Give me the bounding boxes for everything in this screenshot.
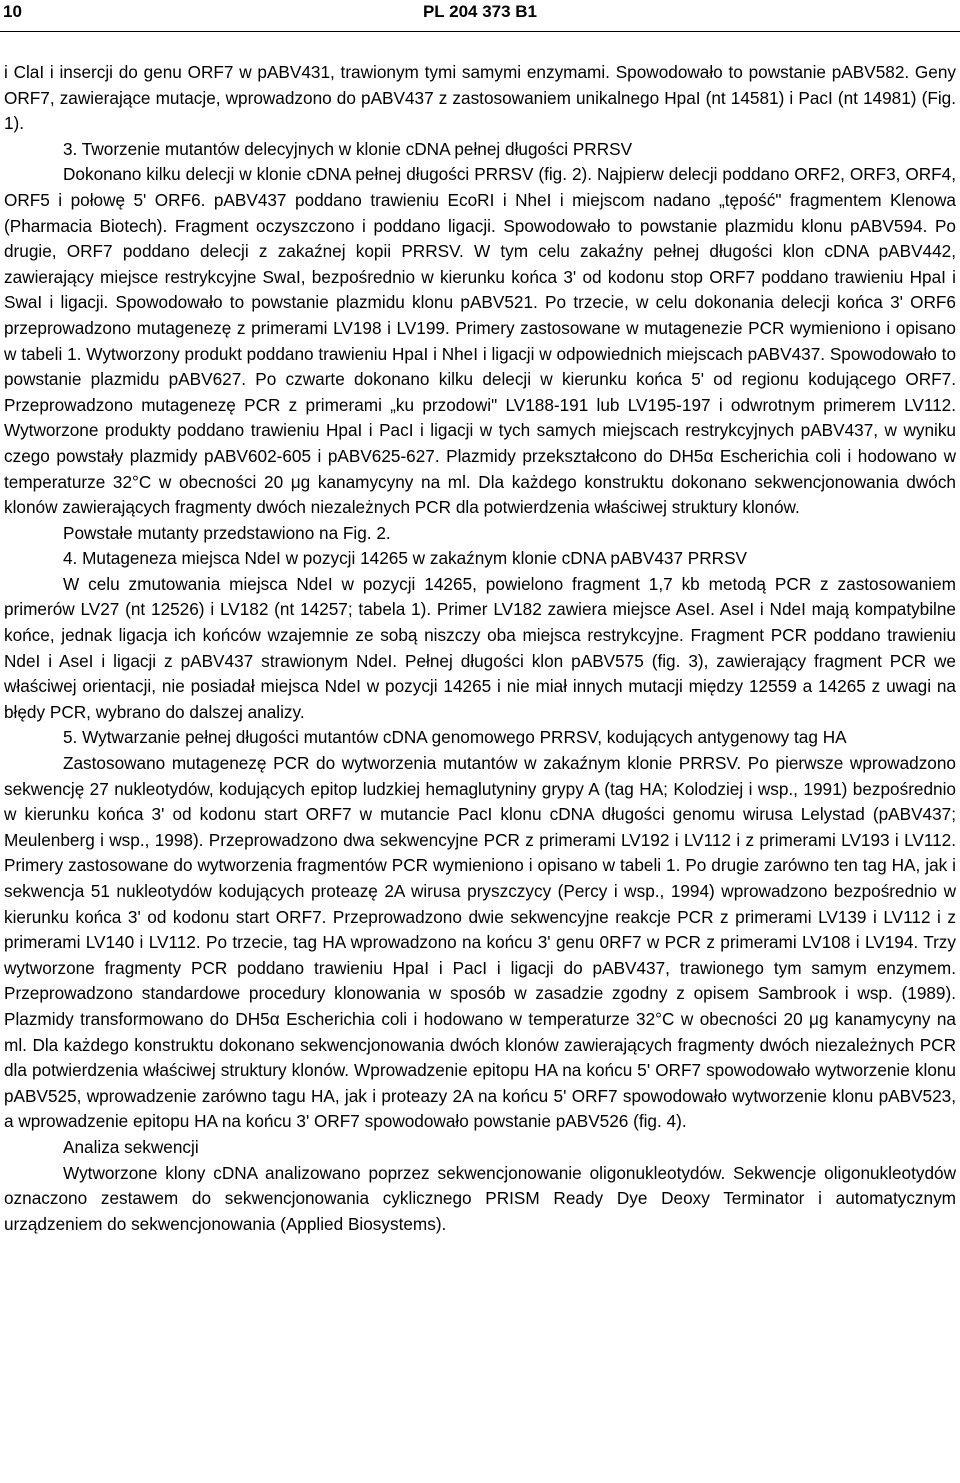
section-heading: Analiza sekwencji [63,1136,199,1157]
paragraph: Powstałe mutanty przedstawiono na Fig. 2. [63,522,391,543]
section-heading: 4. Mutageneza miejsca NdeI w pozycji 14265 w zakaźnym klonie cDNA pABV437 PRRSV [63,548,748,569]
section-heading: 3. Tworzenie mutantów delecyjnych w klonie cDNA pełnej długości PRRSV [63,138,633,159]
header-rule [0,31,960,32]
patent-id: PL 204 373 B1 [422,2,538,21]
paragraph: Wytworzone klony cDNA analizowano poprzez sekwencjonowanie oligonukleotydów. Sekwencje oligonukleotydów oznaczono zestawem do sekwencjonowania cyklicznego PRISM Ready Dye Deoxy Terminator i automatycznym urządzeniem do sekwencjonowania (Applied Biosystems). [4,1162,956,1234]
paragraph: Zastosowano mutagenezę PCR do wytworzenia mutantów w zakaźnym klonie PRRSV. Po pierwsze wprowadzono sekwencję 27 nukleotydów, kodujących epitop ludzkiej hemaglutyniny grypy A (tag HA; Kolodziej i wsp., 1991) bezpośrednio w kierunku końca 3' od kodonu start ORF7 w mutancie PacI klonu cDNA długości genomu wirusa Lelystad (pABV437; Meulenberg i wsp., 1998). Przeprowadzono dwa sekwencyjne PCR z primerami LV192 i LV112 i z primerami LV193 i LV112. Primery zastosowane do wytworzenia fragmentów PCR wymieniono i opisano w tabeli 1. Po drugie zarówno ten tag HA, jak i sekwencja 51 nukleotydów kodujących proteazę 2A wirusa pryszczycy (Percy i wsp., 1994) wprowadzono bezpośrednio w kierunku końca 3' od kodonu start ORF7. Przeprowadzono dwie sekwencyjne reakcje PCR z primerami LV139 i LV112 i z primerami LV140 i LV112. Po trzecie, tag HA wprowadzono na końcu 3' genu 0RF7 w PCR z primerami LV108 i LV194. Trzy wytworzone fragmenty PCR poddano trawieniu HpaI i PacI i ligacji do pABV437, trawionego tym samym enzymem. Przeprowadzono standardowe procedury klonowania w sposób w zasadzie zgodny z opisem Sambrook i wsp. (1989). Plazmidy transformowano do DH5α Escherichia coli i hodowano w temperaturze 32°C w obecności 20 μg kanamycyny na ml. Dla każdego konstruktu dokonano sekwencjonowania dwóch klonów zawierających fragmenty dwóch niezależnych PCR dla potwierdzenia właściwej struktury klonów. Wprowadzenie epitopu HA na końcu 5' ORF7 spowodowało wytworzenie klonu pABV525, wprowadzenie zarówno tagu HA, jak i proteazy 2A na końcu 5' ORF7 spowodowało wytworzenie klonu pABV523, a wprowadzenie epitopu HA na końcu 3' ORF7 spowodowało powstanie pABV526 (fig. 4). [4,753,956,1132]
paragraph: i ClaI i insercji do genu ORF7 w pABV431, trawionym tymi samymi enzymami. Spowodowało to powstanie pABV582. Geny ORF7, zawierające mutacje, wprowadzono do pABV437 z zastosowaniem unikalnego HpaI (nt 14581) i PacI (nt 14981) (Fig. 1). [4,62,956,134]
paragraph: Dokonano kilku delecji w klonie cDNA pełnej długości PRRSV (fig. 2). Najpierw delecji poddano ORF2, ORF3, ORF4, ORF5 i połowę 5' ORF6. pABV437 poddano trawieniu EcoRI i NheI i miejscom nadano „tępość" fragmentem Klenowa (Pharmacia Biotech). Fragment oczyszczono i poddano ligacji. Spowodowało to powstanie plazmidu klonu pABV594. Po drugie, ORF7 poddano delecji z zakaźnej kopii PRRSV. W tym celu zakaźny pełnej długości klon cDNA pABV442, zawierający miejsce restrykcyjne SwaI, bezpośrednio w kierunku końca 3' od kodonu stop ORF7 poddano trawieniu HpaI i SwaI i ligacji. Spowodowało to powstanie plazmidu klonu pABV521. Po trzecie, w celu dokonania delecji końca 3' ORF6 przeprowadzono mutagenezę z primerami LV198 i LV199. Primery zastosowane w mutagenezie PCR wymieniono i opisano w tabeli 1. Wytworzony produkt poddano trawieniu HpaI i NheI i ligacji w odpowiednich miejscach pABV437. Spowodowało to powstanie plazmidu pABV627. Po czwarte dokonano kilku delecji w kierunku końca 5' od regionu kodującego ORF7. Przeprowadzono mutagenezę PCR z primerami „ku przodowi" LV188-191 lub LV195-197 i odwrotnym primerem LV112. Wytworzone produkty poddano trawieniu HpaI i PacI i ligacji w tych samych miejscach restrykcyjnych pABV437, w wyniku czego powstały plazmidy pABV602-605 i pABV625-627. Plazmidy przekształcono do DH5α Escherichia coli i hodowano w temperaturze 32°C w obecności 20 μg kanamycyny na ml. Dla każdego konstruktu dokonano sekwencjonowania dwóch klonów zawierających fragmenty dwóch niezależnych PCR dla potwierdzenia właściwej struktury klonów. [4,164,956,518]
paragraph: W celu zmutowania miejsca NdeI w pozycji 14265, powielono fragment 1,7 kb metodą PCR z zastosowaniem primerów LV27 (nt 12526) i LV182 (nt 14257; tabela 1). Primer LV182 zawiera miejsce AseI. AseI i NdeI mają kompatybilne końce, jednak ligacja ich końców wzajemnie ze sobą niszczy oba miejsca restrykcyjne. Fragment PCR poddano trawieniu NdeI i AseI i ligacji z pABV437 strawionym NdeI. Pełnej długości klon pABV575 (fig. 3), zawierający fragment PCR we właściwej orientacji, nie posiadał miejsca NdeI w pozycji 14265 i nie miał innych mutacji między 12559 a 14265 z uwagi na błędy PCR, wybrano do dalszej analizy. [4,573,956,722]
section-heading: 5. Wytwarzanie pełnej długości mutantów cDNA genomowego PRRSV, kodujących antygenowy tag HA [63,727,847,748]
page-number: 10 [3,2,22,21]
page-header [0,0,960,34]
document-body [4,60,956,1237]
